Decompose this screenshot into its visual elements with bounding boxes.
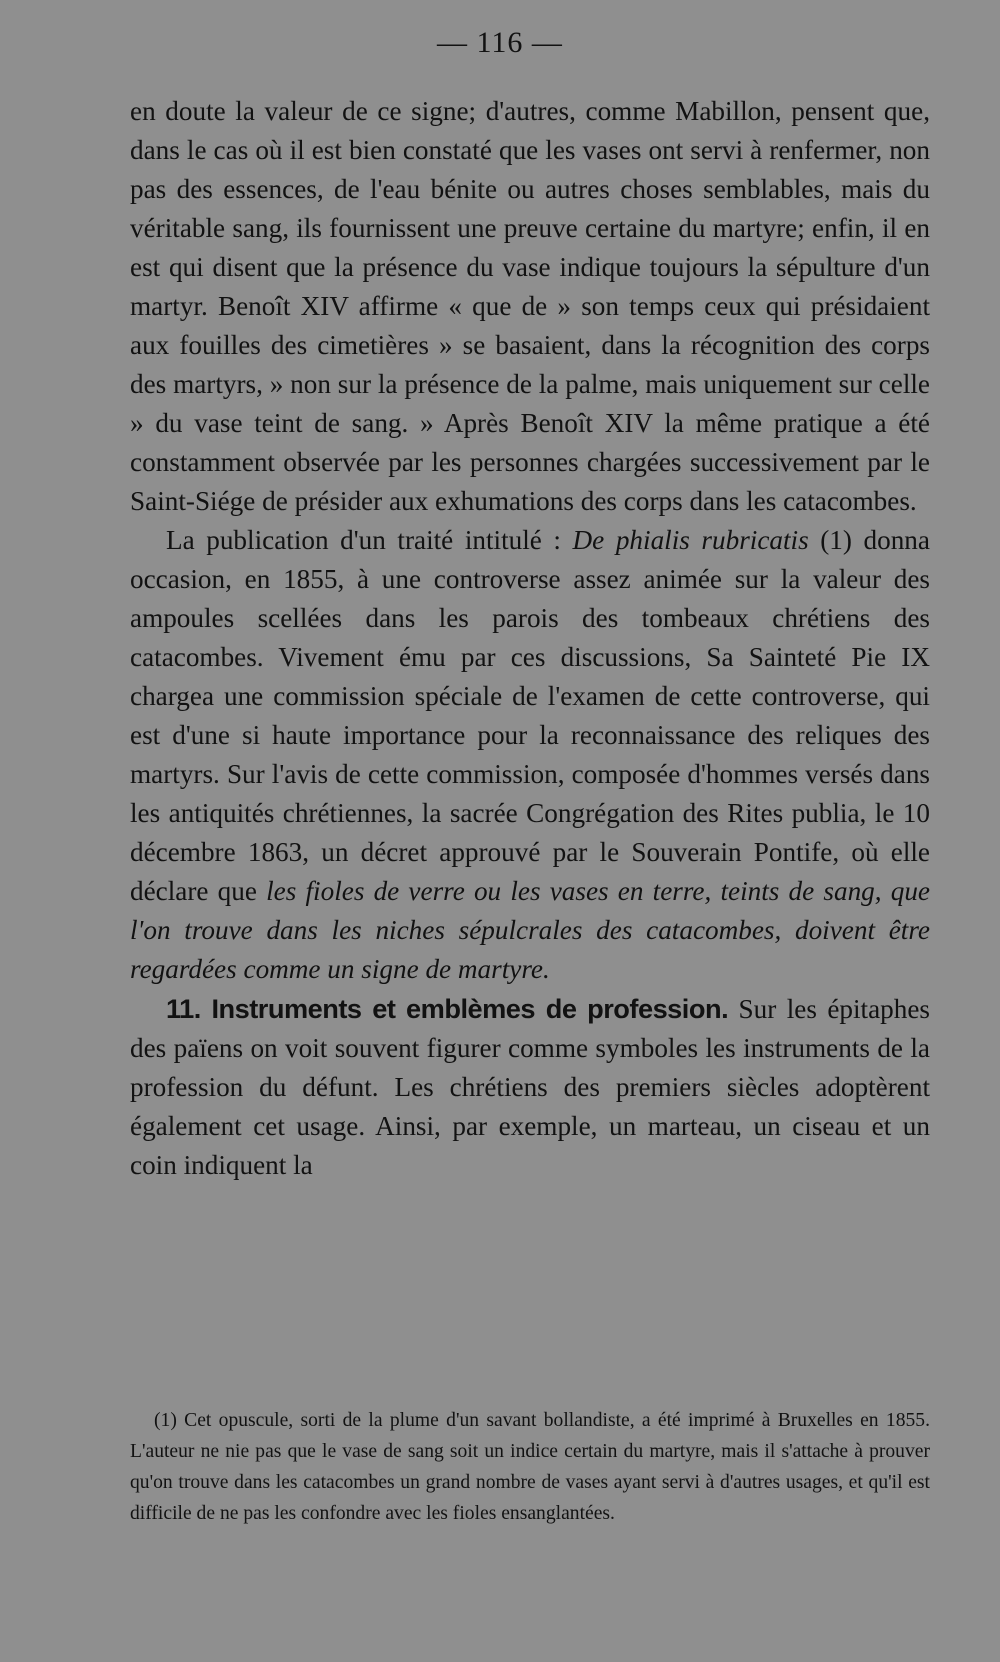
footnote: (1) Cet opuscule, sorti de la plume d'un savant bollandiste, a été imprimé à Bruxelles en 1855. L'auteur ne nie pas que le vase de sang soit un indice certain du martyre, mais il s'attache à prouver qu'on trouve dans les catacombes un grand nombre de vases ayant servi à d'autres usages, et qu'il est difficile de ne pas les confondre avec les fioles ensanglantées. [130, 1410, 930, 1524]
text-run: La publication d'un traité intitulé : [166, 525, 573, 555]
body-text [130, 92, 930, 1185]
footnotes [130, 1405, 930, 1529]
section-heading: 11. Instruments et emblèmes de profession. [166, 993, 729, 1024]
decree-quote: les fioles de verre ou les vases en terre, teints de sang, que l'on trouve dans les niches sépulcrales des catacombes, doivent être regardées comme un signe de martyre. [130, 876, 930, 984]
page-number: — 116 — [437, 26, 563, 59]
treatise-title: De phialis rubricatis [572, 525, 809, 555]
paragraph [130, 92, 930, 521]
text-run: (1) donna occasion, en 1855, à une controverse assez animée sur la valeur des ampoules scellées dans les parois des tombeaux chrétiens des catacombes. Vivement ému par ces discussions, Sa Sainteté Pie IX chargea une commission spéciale de l'examen de cette controverse, qui est d'une si haute importance pour la reconnaissance des reliques des martyrs. Sur l'avis de cette commission, composée d'hommes versés dans les antiquités chrétiennes, la sacrée Congrégation des Rites publia, le 10 décembre 1863, un décret approuvé par le Souverain Pontife, où elle déclare que [130, 525, 930, 906]
text-run: en doute la valeur de ce signe; d'autres, comme Mabillon, pensent que, dans le cas où il est bien constaté que les vases ont servi à renfermer, non pas des essences, de l'eau bénite ou autres choses semblables, mais du véritable sang, ils fournissent une preuve certaine du martyre; enfin, il en est qui disent que la présence du vase indique toujours la sépulture d'un martyr. Benoît XIV affirme « que de » son temps ceux qui présidaient aux fouilles des cimetières » se basaient, dans la récognition des corps des martyrs, » non sur la présence de la palme, mais uniquement sur celle » du vase teint de sang. » Après Benoît XIV la même pratique a été constamment observée par les personnes chargées successivement par le Saint-Siége de présider aux exhumations des corps dans les catacombes. [130, 96, 930, 516]
paragraph [130, 521, 930, 989]
text-run: Sur les épitaphes des païens on voit souvent figurer comme symboles les instruments de la profession du défunt. Les chrétiens des premiers siècles adoptèrent également cet usage. Ainsi, par exemple, un marteau, un ciseau et un coin indiquent la [130, 994, 930, 1180]
paragraph [130, 989, 930, 1185]
